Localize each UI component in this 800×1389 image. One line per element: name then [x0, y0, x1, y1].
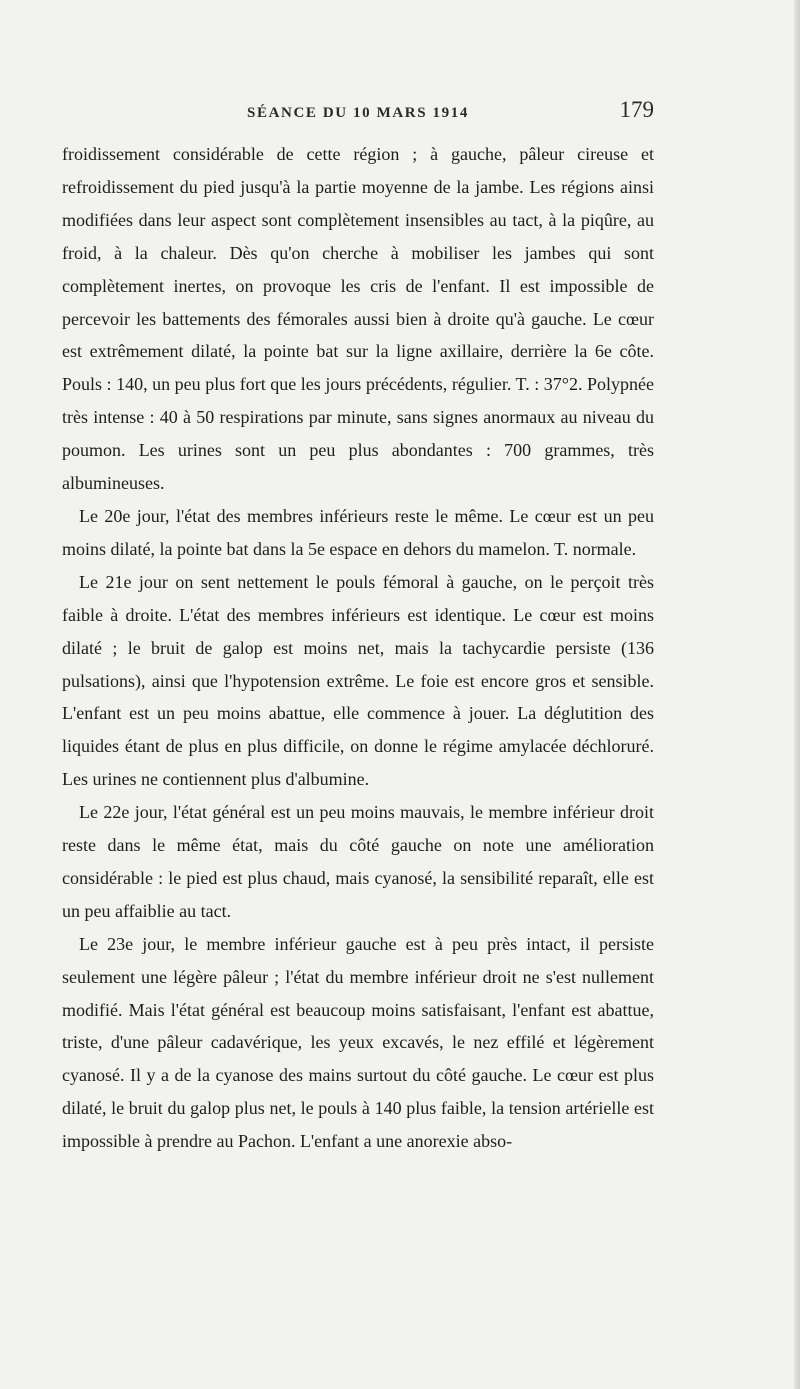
paragraph-4: Le 22e jour, l'état général est un peu moins mauvais, le membre inférieur droit reste dans le même état, mais du côté gauche on note une amélioration considérable : le pied est plus chaud, mais cyanosé, la sensibilité reparaît, elle est un peu affaiblie au tact. [62, 802, 654, 921]
paragraph-5: Le 23e jour, le membre inférieur gauche est à peu près intact, il persiste seulement une légère pâleur ; l'état du membre inférieur droit ne s'est nullement modifié. Mais l'état général est beaucoup moins satisfaisant, l'enfant est abattue, triste, d'une pâleur cadavérique, les yeux excavés, le nez effilé et légèrement cyanosé. Il y a de la cyanose des mains surtout du côté gauche. Le cœur est plus dilaté, le bruit du galop plus net, le pouls à 140 plus faible, la tension artérielle est impossible à prendre au Pachon. L'enfant a une anorexie abso- [62, 933, 654, 1152]
page-header [62, 97, 654, 129]
running-head: SÉANCE DU 10 MARS 1914 [247, 105, 469, 121]
paragraph-2: Le 20e jour, l'état des membres inférieurs reste le même. Le cœur est un peu moins dilaté, la pointe bat dans la 5e espace en dehors du mamelon. T. normale. [62, 505, 654, 559]
page-number: 179 [619, 97, 654, 122]
body-text [62, 138, 654, 1158]
paragraph-3: Le 21e jour on sent nettement le pouls fémoral à gauche, on le perçoit très faible à droite. L'état des membres inférieurs est identique. Le cœur est moins dilaté ; le bruit de galop est moins net, mais la tachycardie persiste (136 pulsations), ainsi que l'hypotension extrême. Le foie est encore gros et sensible. L'enfant est un peu moins abattue, elle commence à jouer. La déglutition des liquides étant de plus en plus difficile, on donne le régime amylacée déchloruré. Les urines ne contiennent plus d'albumine. [62, 571, 654, 790]
page-edge [794, 0, 800, 1389]
paragraph-1: froidissement considérable de cette région ; à gauche, pâleur cireuse et refroidissement du pied jusqu'à la partie moyenne de la jambe. Les régions ainsi modifiées dans leur aspect sont complètement insensibles au tact, à la piqûre, au froid, à la chaleur. Dès qu'on cherche à mobiliser les jambes qui sont complètement inertes, on provoque les cris de l'enfant. Il est impossible de percevoir les battements des fémorales aussi bien à droite qu'à gauche. Le cœur est extrêmement dilaté, la pointe bat sur la ligne axillaire, derrière la 6e côte. Pouls : 140, un peu plus fort que les jours précédents, régulier. T. : 37°2. Polypnée très intense : 40 à 50 respirations par minute, sans signes anormaux au niveau du poumon. Les urines sont un peu plus abondantes : 700 grammes, très albumineuses. [62, 144, 654, 494]
